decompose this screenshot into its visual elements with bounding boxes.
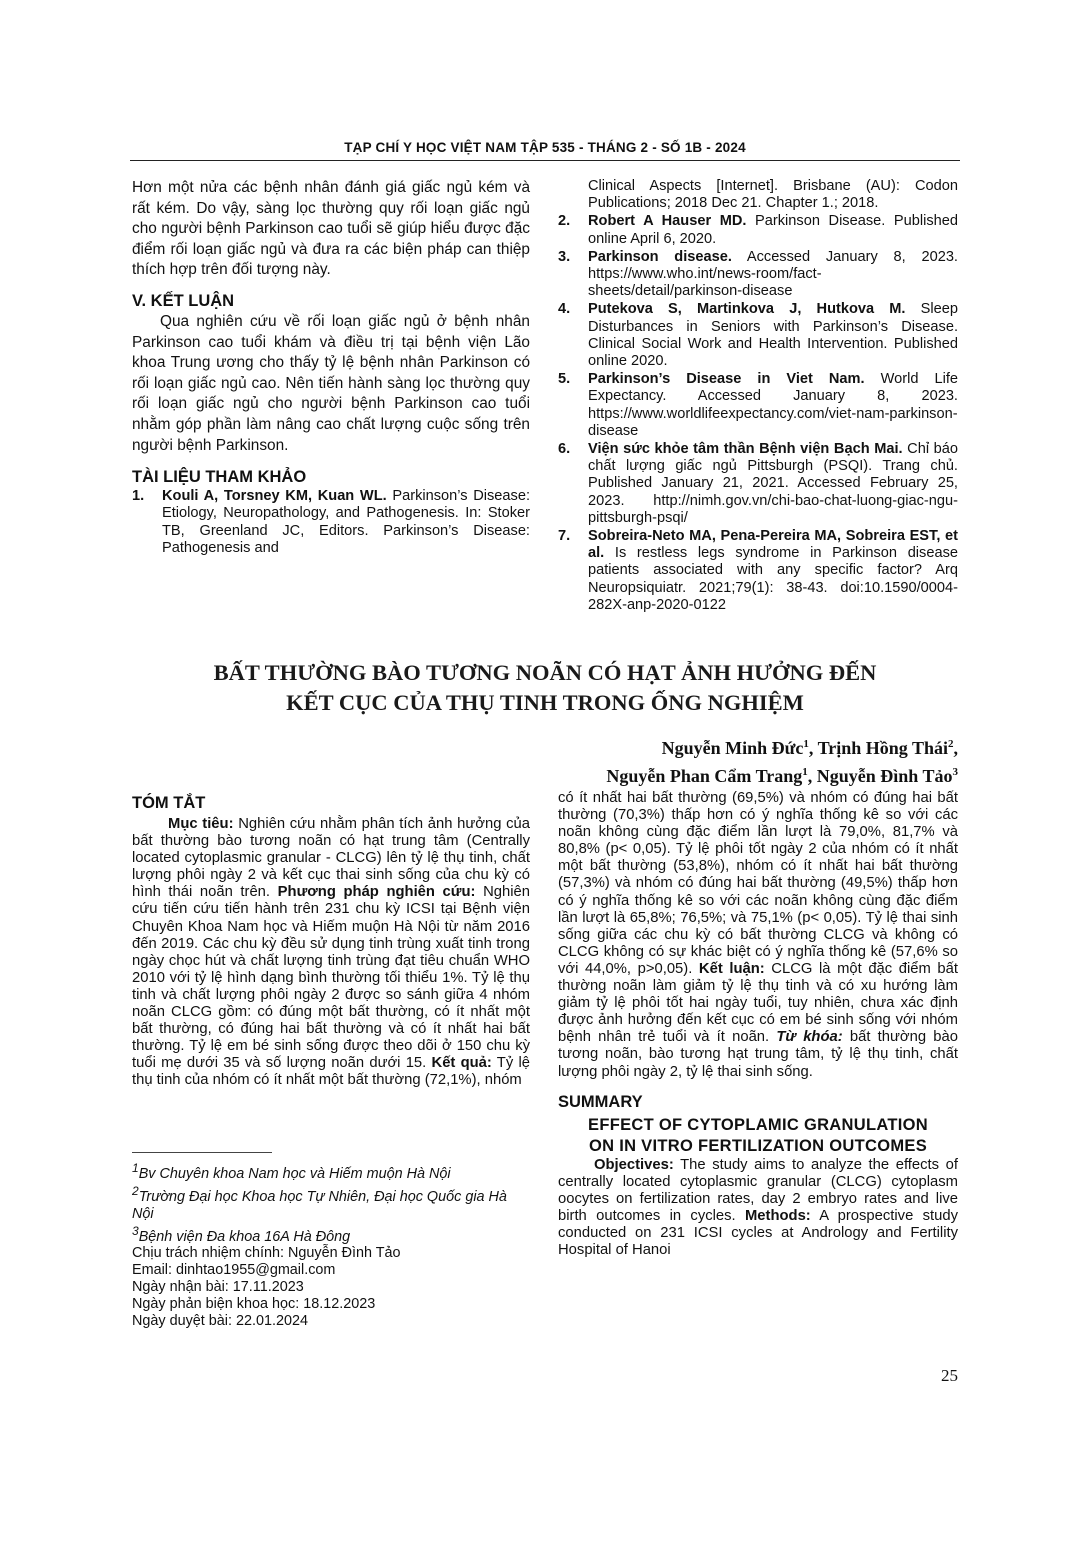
- running-header: TẠP CHÍ Y HỌC VIỆT NAM TẬP 535 - THÁNG 2 - SỐ 1B - 2024: [344, 140, 746, 155]
- conclusion-heading: V. KẾT LUẬN: [132, 291, 235, 310]
- author-affiliation-mark: 2: [948, 738, 954, 750]
- methods-label: Phương pháp nghiên cứu:: [277, 884, 476, 901]
- reference-number: 2.: [558, 213, 571, 230]
- summary-title-line: EFFECT OF CYTOPLAMIC GRANULATION: [588, 1115, 928, 1134]
- conclusion-paragraph: Qua nghiên cứu về rối loạn giấc ngủ ở bệnh nhân Parkinson cao tuổi khám và điều trị tại bệnh viện Lão khoa Trung ương cho thấy tỷ lệ bệnh nhân Parkinson có rối loạn giấc ngủ cao. Nên tiến hành sàng lọc thường quy rối loạn giấc ngủ cho người bệnh Parkinson cao tuổi nhằm góp phần làm nâng cao chất lượng cuộc sống trên người bệnh Parkinson.: [132, 312, 530, 454]
- references-heading: TÀI LIỆU THAM KHẢO: [132, 468, 307, 487]
- reference-number: 6.: [558, 441, 571, 458]
- reference-text: Clinical Aspects [Internet]. Brisbane (AU): Codon Publications; 2018 Dec 21. Chapter 1.; 2018.: [588, 178, 958, 212]
- summary-title: [558, 1115, 958, 1157]
- affiliation-2: $^2$Trường Đại học Khoa học Tự Nhiên, Đại học Quốc gia Hà Nội: [132, 1183, 507, 1222]
- discussion-paragraph: Hơn một nửa các bệnh nhân đánh giá giấc ngủ kém và rất kém. Do vậy, sàng lọc thường quy rối loạn giấc ngủ cho người bệnh Parkinson cao tuổi sẽ giúp hiểu được đặc điểm rối loạn giấc ngủ và đưa ra các biện pháp can thiệp thích hợp trên đối tượng này.: [132, 179, 530, 279]
- reference-text: Sleep Disturbances in Seniors with Parkinson’s Disease. Clinical Social Work and Health Intervention. Published online 2020.: [588, 301, 958, 370]
- reference-authors: Viện sức khỏe tâm thần Bệnh viện Bạch Mai.: [588, 441, 903, 458]
- author-name: Trịnh Hồng Thái: [817, 738, 948, 758]
- methods-text: Nghiên cứu tiến cứu tiến hành trên 231 chu kỳ ICSI tại Bệnh viện Chuyên Khoa Nam học và Hiếm muộn Hà Nội từ năm 2016 đến 2019. Các chu kỳ đều sử dụng tinh trùng xuất tinh trong ngày chọc hút và chất lượng tinh trùng đạt tiêu chuẩn WHO 2010 với tỷ lệ hình dạng bình thường tối thiểu 1%. Tỷ lệ thụ tinh và chất lượng phôi ngày 2 được so sánh giữa 4 nhóm noãn CLCG gồm: có đúng một bất thường, có ít nhất một bất thường, có đúng hai bất thường và có ít nhất hai bất thường. Tỷ lệ em bé sinh sống được theo dõi ở 150 chu kỳ tuổi mẹ dưới 35 và số lượng noãn dưới 15.: [132, 884, 530, 1072]
- affiliation-3: $^3$Bệnh viện Đa khoa 16A Hà Đông: [132, 1223, 351, 1245]
- abstract-body: [132, 816, 530, 1090]
- summary-title-line: ON IN VITRO FERTILIZATION OUTCOMES: [588, 1136, 928, 1155]
- objective-text: Nghiên cứu nhằm phân tích ảnh hưởng của bất thường bào tương noãn có hạt trung tâm (Centrally located cytoplasmic granular - CLCG) lên tỷ lệ thụ tinh, chất lượng phôi ngày 2 và kết cục thai sinh sống của chu kỳ có hình thái noãn trên.: [132, 816, 530, 901]
- reference-item: [558, 213, 958, 247]
- reference-item: [558, 528, 958, 614]
- reference-number: 4.: [558, 301, 571, 318]
- review-date: Ngày phản biện khoa học: 18.12.2023: [132, 1296, 376, 1313]
- methods-text-en: A prospective study conducted on 231 ICSI cycles at Andrology and Fertility Hospital of Hanoi: [558, 1207, 958, 1259]
- reference-item: [558, 249, 958, 301]
- reference-text: Is restless legs syndrome in Parkinson disease patients associated with any specific factor? Arq Neuropsiquiatr. 2021;79(1): 38-43. doi:10.1590/0004-282X-anp-2020-0122: [588, 545, 958, 613]
- reference-number: 3.: [558, 248, 571, 265]
- reference-authors: Kouli A, Torsney KM, Kuan WL.: [162, 488, 387, 505]
- keywords-label: Từ khóa:: [776, 1029, 843, 1046]
- author-name: Nguyễn Minh Đức: [661, 738, 804, 758]
- summary-heading: SUMMARY: [558, 1092, 643, 1111]
- author-name: Nguyễn Phan Cẩm Trang: [606, 766, 803, 786]
- methods-label-en: Methods:: [744, 1207, 811, 1224]
- affiliation-1: $^1$Bv Chuyên khoa Nam học và Hiếm muộn Hà Nội: [132, 1161, 451, 1182]
- keywords-text: bất thường bào tương noãn, bào tương hạt trung tâm, tỷ lệ thụ tinh, chất lượng phôi ngày 2, tỷ lệ thai sinh sống.: [558, 1029, 958, 1080]
- footnotes: [132, 1160, 530, 1330]
- article-title-line: KẾT CỤC CỦA THỤ TINH TRONG ỐNG NGHIỆM: [286, 690, 804, 715]
- conclusion-label: Kết luận:: [698, 960, 765, 977]
- reference-authors: Parkinson’s Disease in Viet Nam.: [588, 371, 865, 388]
- page-number: 25: [941, 1366, 958, 1385]
- author-list: Nguyễn Minh Đức$^1$, Trịnh Hồng Thái$^2$, Nguyễn Phan Cẩm Trang$^1$, Nguyễn Đình Tảo$^3$: [606, 738, 958, 786]
- column-left-top: [132, 178, 530, 557]
- corresponding-author: Chịu trách nhiệm chính: Nguyễn Đình Tảo: [132, 1245, 401, 1262]
- abstract-heading: TÓM TẮT: [132, 794, 206, 812]
- accepted-date: Ngày duyệt bài: 22.01.2024: [132, 1313, 309, 1330]
- objective-label: Mục tiêu:: [168, 816, 234, 832]
- reference-text: World Life Expectancy. Accessed January 8, 2023. https://www.worldlifeexpectancy.com/viet-nam-parkinson-disease: [588, 371, 958, 439]
- results-label: Kết quả:: [431, 1055, 492, 1072]
- reference-text: Accessed January 8, 2023. https://www.who.int/news-room/fact-sheets/detail/parkinson-disease: [588, 248, 958, 300]
- reference-item: [558, 441, 958, 527]
- reference-authors: Sobreira-Neto MA, Pena-Pereira MA, Sobreira EST, et al.: [588, 528, 958, 562]
- reference-authors: Robert A Hauser MD.: [588, 213, 747, 230]
- results-text: có ít nhất hai bất thường (69,5%) và nhóm có đúng hai bất thường (70,3%) thấp hơn có ý nghĩa thống kê so với các noãn không cùng đặc điểm lần lượt là 79,0%, 81,7% và 80,8% (p< 0,05). Tỷ lệ phôi tốt ngày 2 của nhóm có ít nhất một bất thường (53,8%), nhóm có ít nhất hai bất thường (57,3%) và nhóm có đúng hai bất thường (49,5%) thấp hơn có ý nghĩa thống kê so với các noãn không cùng đặc điểm lần lượt là 65,8%; 76,5%; và 75,1% (p< 0,05). Tỷ lệ thai sinh sống giữa các chu kỳ có bất thường CLCG và không có CLCG không có sự khác biệt có ý nghĩa thống kê (57,6% so với 44,0%, p>0,05).: [558, 790, 958, 977]
- reference-text: Chỉ báo chất lượng giấc ngủ Pittsburgh (PSQI). Trang chủ. Published January 21, 2021. Accessed February 25, 2023. http://nimh.gov.vn/chi-bao-chat-luong-giac-ngu-pittsburgh-psqi/: [588, 441, 959, 526]
- summary-body: [558, 1157, 958, 1260]
- received-date: Ngày nhận bài: 17.11.2023: [132, 1279, 304, 1296]
- email-line: Email: dinhtao1955@gmail.com: [132, 1262, 336, 1279]
- reference-text: Parkinson’s Disease: Etiology, Neuropathology, and Pathogenesis. In: Stoker TB, Greenland JC, Editors. Parkinson’s Disease: Pathogenesis and: [162, 488, 531, 556]
- reference-item: [558, 178, 958, 212]
- column-right-bottom: [558, 790, 958, 1259]
- reference-item: [558, 301, 958, 370]
- reference-authors: Parkinson disease.: [588, 248, 732, 265]
- reference-number: 7.: [558, 528, 571, 545]
- objectives-text: The study aims to analyze the effects of centrally located cytoplasmic granular (CLCG) cytoplasm oocytes on fertilization rates, day 2 embryo rates and live birth outcomes in cycles.: [558, 1156, 958, 1224]
- article-title-line: BẤT THƯỜNG BÀO TƯƠNG NOÃN CÓ HẠT ẢNH HƯỞNG ĐẾN: [213, 660, 877, 685]
- reference-number: 5.: [558, 371, 571, 388]
- header-rule: [130, 160, 960, 161]
- author-affiliation-mark: 1: [803, 738, 809, 750]
- article-title: [130, 658, 960, 718]
- author-affiliation-mark: 1: [802, 766, 808, 778]
- objectives-label: Objectives:: [594, 1156, 674, 1173]
- abstract-body-continued: [558, 790, 958, 1081]
- reference-item: [558, 371, 958, 440]
- abstract-vietnamese: [132, 792, 530, 1090]
- reference-item: [132, 488, 530, 557]
- author-affiliation-mark: 3: [952, 766, 958, 778]
- reference-text: Parkinson Disease. Published online April 6, 2020.: [588, 213, 958, 247]
- reference-authors: Putekova S, Martinkova J, Hutkova M.: [588, 301, 906, 318]
- column-right-top: [558, 178, 958, 614]
- author-name: Nguyễn Đình Tảo: [816, 766, 953, 786]
- conclusion-text: CLCG là một đặc điểm bất thường noãn làm giảm tỷ lệ thụ tinh và có xu hướng làm giảm tỷ lệ phôi tốt hai ngày tuổi, tuy nhiên, chưa xác định được ảnh hưởng đến kết cục có em bé sinh sống với nhóm bệnh nhân trẻ tuổi và ít noãn.: [558, 960, 958, 1046]
- footnote-rule: [132, 1152, 272, 1153]
- results-text: Tỷ lệ thụ tinh của nhóm có ít nhất một bất thường (72,1%), nhóm: [132, 1055, 530, 1089]
- reference-number: 1.: [132, 488, 145, 505]
